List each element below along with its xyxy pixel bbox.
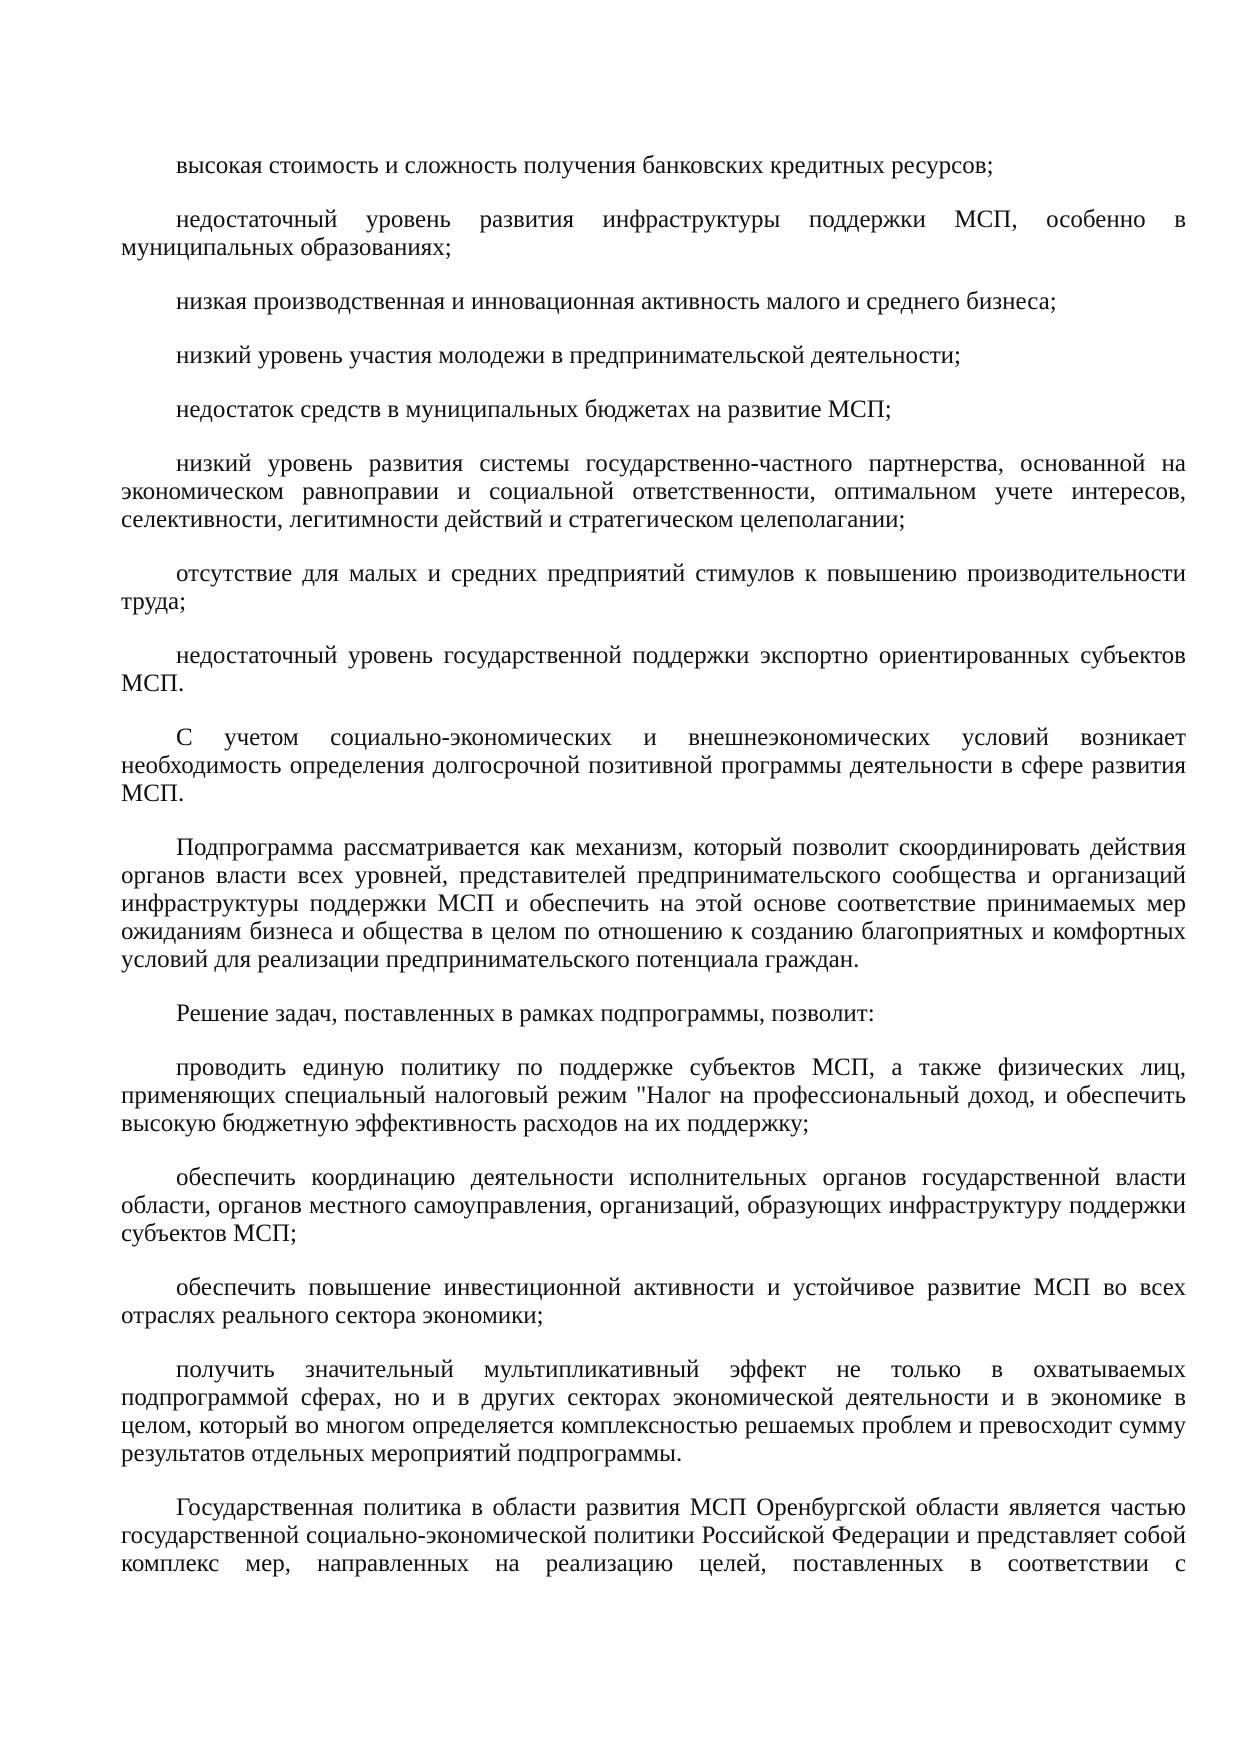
paragraph: Решение задач, поставленных в рамках подпрограммы, позволит: (176, 1000, 875, 1027)
paragraph: низкий уровень развития системы государственно-частного партнерства, основанной на экономическом равноправии и социальной ответственности, оптимальном учете интересов, селективности, легитимности действий и стратегическом целеполагании; (121, 450, 1186, 533)
paragraph: получить значительный мультипликативный эффект не только в охватываемых подпрограммой сферах, но и в других секторах экономической деятельности и в экономике в целом, который во многом определяется комплексностью решаемых проблем и превосходит сумму результатов отдельных мероприятий подпрограммы. (121, 1356, 1186, 1467)
paragraph-continued: Государственная политика в области развития МСП Оренбургской области является частью государственной социально-экономической политики Российской Федерации и представляет собой комплекс мер, направленных на реализацию целей, поставленных в соответствии с (121, 1494, 1186, 1577)
paragraph: отсутствие для малых и средних предприятий стимулов к повышению производительности труда; (121, 560, 1186, 615)
paragraph: обеспечить повышение инвестиционной активности и устойчивое развитие МСП во всех отраслях реального сектора экономики; (121, 1274, 1186, 1329)
paragraph: Подпрограмма рассматривается как механизм, который позволит скоординировать действия органов власти всех уровней, представителей предпринимательского сообщества и организаций инфраструктуры поддержки МСП и обеспечить на этой основе соответствие принимаемых мер ожиданиям бизнеса и общества в целом по отношению к созданию благоприятных и комфортных условий для реализации предпринимательского потенциала граждан. (121, 834, 1186, 973)
paragraph: С учетом социально-экономических и внешнеэкономических условий возникает необходимость определения долгосрочной позитивной программы деятельности в сфере развития МСП. (121, 724, 1186, 807)
paragraph: проводить единую политику по поддержке субъектов МСП, а также физических лиц, применяющих специальный налоговый режим "Налог на профессиональный доход, и обеспечить высокую бюджетную эффективность расходов на их поддержку; (121, 1054, 1186, 1137)
paragraph: недостаточный уровень государственной поддержки экспортно ориентированных субъектов МСП. (121, 642, 1186, 697)
paragraph: низкий уровень участия молодежи в предпринимательской деятельности; (176, 342, 961, 369)
paragraph: обеспечить координацию деятельности исполнительных органов государственной власти области, органов местного самоуправления, организаций, образующих инфраструктуру поддержки субъектов МСП; (121, 1164, 1186, 1247)
document-page (121, 152, 1186, 1604)
paragraph: высокая стоимость и сложность получения банковских кредитных ресурсов; (176, 152, 994, 179)
paragraph: недостаточный уровень развития инфраструктуры поддержки МСП, особенно в муниципальных образованиях; (121, 206, 1186, 261)
paragraph: недостаток средств в муниципальных бюджетах на развитие МСП; (176, 396, 892, 423)
paragraph: низкая производственная и инновационная активность малого и среднего бизнеса; (176, 288, 1057, 315)
